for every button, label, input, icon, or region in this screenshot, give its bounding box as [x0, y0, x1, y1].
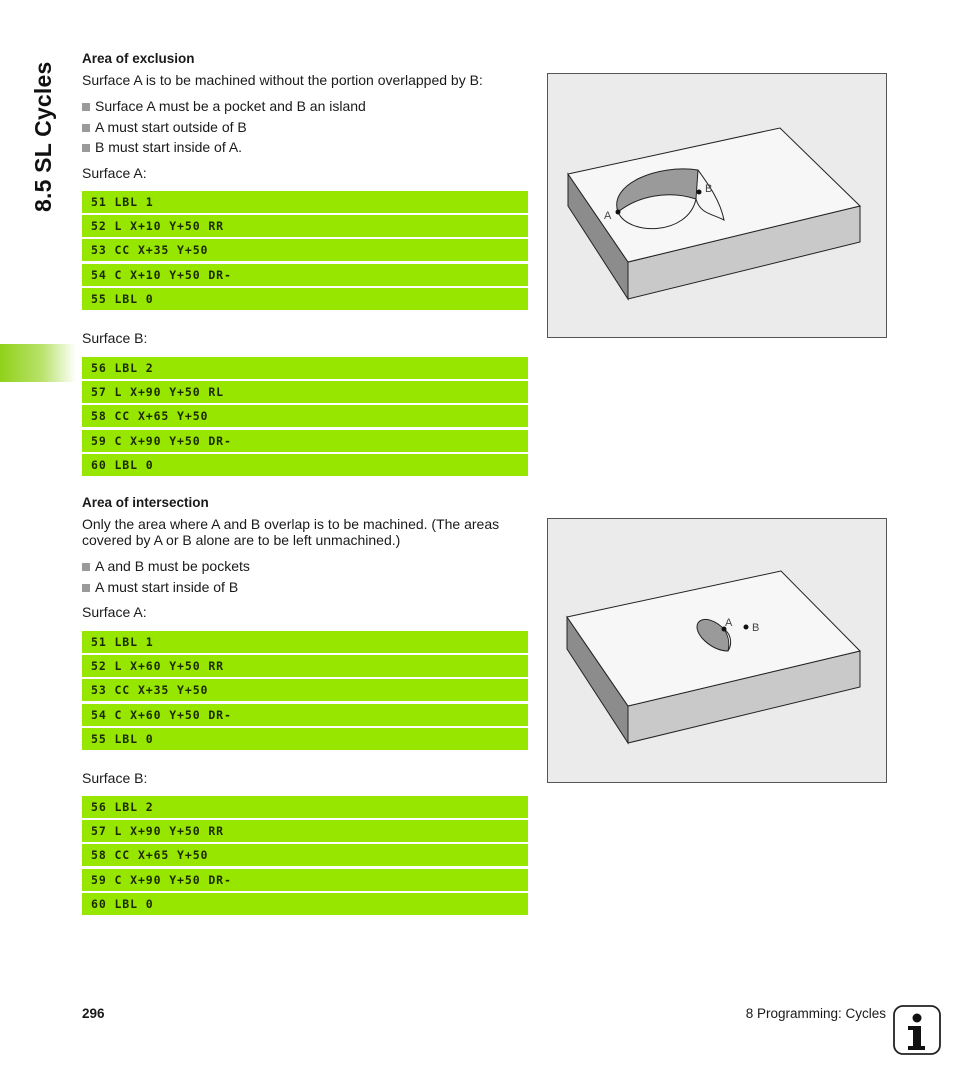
code-line: 58 CC X+65 Y+50: [82, 844, 528, 866]
intersection-heading: Area of intersection: [82, 495, 209, 510]
code-line: 55 LBL 0: [82, 288, 528, 310]
code-line: 51 LBL 1: [82, 191, 528, 213]
intersection-surface-a-code: [82, 631, 528, 752]
intersection-bullet-2: A must start inside of B: [82, 579, 522, 595]
intersection-surface-a-label: Surface A:: [82, 604, 147, 620]
exclusion-bullet-2: A must start outside of B: [82, 119, 522, 135]
code-line: 59 C X+90 Y+50 DR-: [82, 869, 528, 891]
code-line: 55 LBL 0: [82, 728, 528, 750]
figure-label-b: B: [705, 183, 713, 195]
code-line: 52 L X+10 Y+50 RR: [82, 215, 528, 237]
info-icon: [893, 1005, 941, 1055]
intersection-surface-b-code: [82, 796, 528, 917]
code-line: 54 C X+10 Y+50 DR-: [82, 264, 528, 286]
code-line: 53 CC X+35 Y+50: [82, 239, 528, 261]
figure-label-b: B: [752, 622, 760, 634]
code-line: 56 LBL 2: [82, 796, 528, 818]
figure-label-a: A: [725, 617, 733, 629]
figure-label-a: A: [604, 210, 612, 222]
code-line: 54 C X+60 Y+50 DR-: [82, 704, 528, 726]
code-line: 53 CC X+35 Y+50: [82, 679, 528, 701]
code-line: 58 CC X+65 Y+50: [82, 405, 528, 427]
exclusion-intro: Surface A is to be machined without the portion overlapped by B:: [82, 72, 483, 88]
code-line: 60 LBL 0: [82, 893, 528, 915]
intersection-figure: [547, 518, 887, 783]
exclusion-figure: [547, 73, 887, 338]
chapter-tab-marker: [0, 344, 76, 382]
exclusion-surface-b-code: [82, 357, 528, 478]
intersection-bullet-1: A and B must be pockets: [82, 558, 522, 574]
code-line: 60 LBL 0: [82, 454, 528, 476]
page-number: 296: [82, 1006, 105, 1021]
exclusion-surface-a-code: [82, 191, 528, 312]
intersection-intro: Only the area where A and B overlap is to be machined. (The areas covered by A or B alone are to be left unmachined.): [82, 516, 500, 548]
code-line: 57 L X+90 Y+50 RL: [82, 381, 528, 403]
exclusion-bullet-3: B must start inside of A.: [82, 139, 522, 155]
intersection-surface-b-label: Surface B:: [82, 770, 148, 786]
code-line: 56 LBL 2: [82, 357, 528, 379]
exclusion-surface-a-label: Surface A:: [82, 165, 147, 181]
code-line: 59 C X+90 Y+50 DR-: [82, 430, 528, 452]
code-line: 51 LBL 1: [82, 631, 528, 653]
code-line: 52 L X+60 Y+50 RR: [82, 655, 528, 677]
exclusion-surface-b-label: Surface B:: [82, 330, 148, 346]
exclusion-heading: Area of exclusion: [82, 51, 195, 66]
exclusion-bullet-1: Surface A must be a pocket and B an island: [82, 98, 522, 114]
code-line: 57 L X+90 Y+50 RR: [82, 820, 528, 842]
chapter-footer: 8 Programming: Cycles: [745, 1006, 886, 1021]
